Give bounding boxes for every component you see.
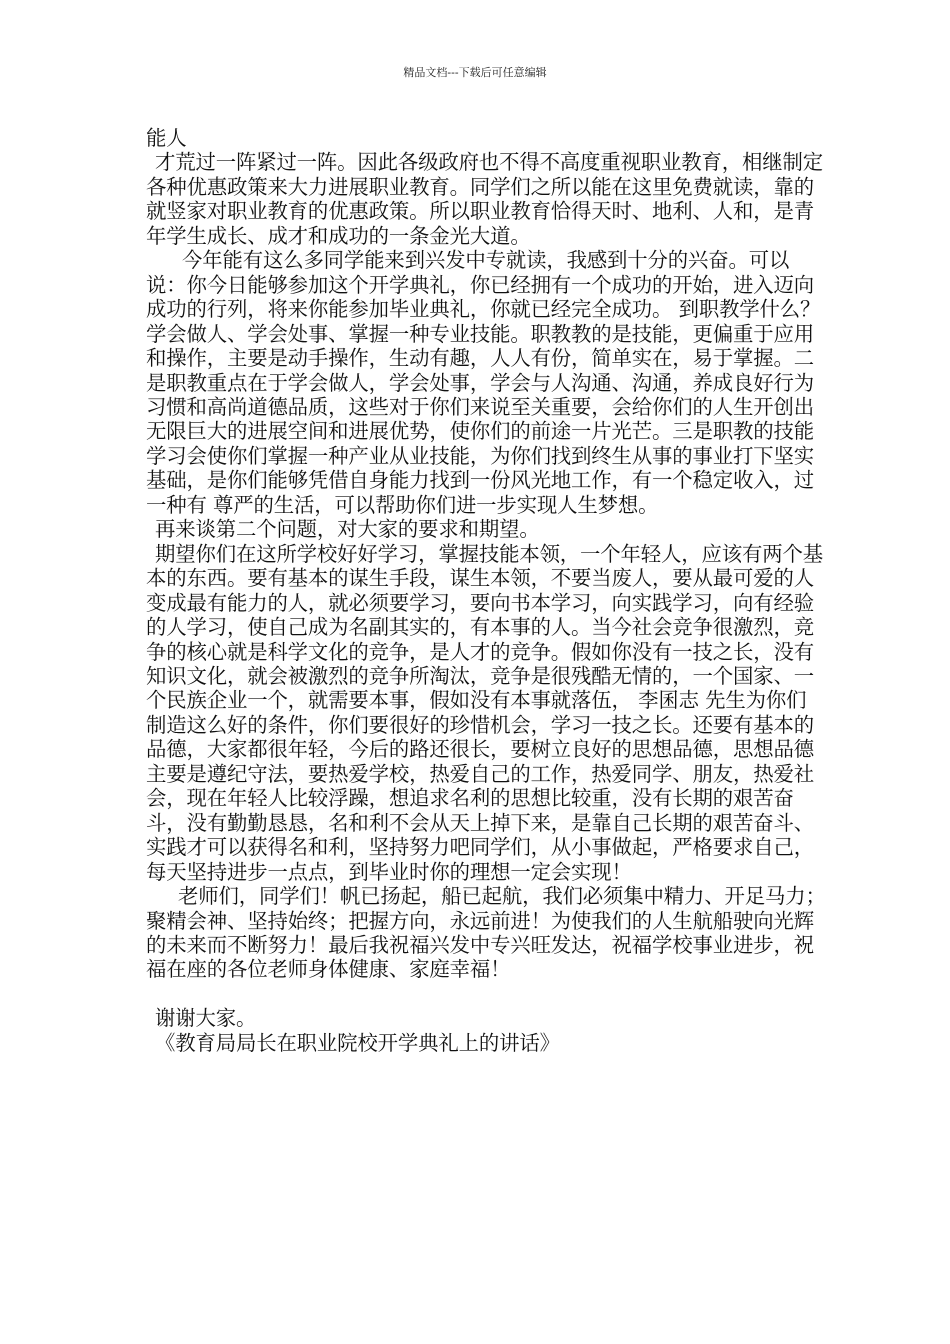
closing-thanks: 谢谢大家。 xyxy=(155,1006,257,1031)
paragraph-1: 能人 xyxy=(146,126,187,150)
document-body xyxy=(146,126,826,1055)
paragraph-5: 期望你们在这所学校好好学习，掌握技能本领，一个年轻人，应该有两个基本的东西。要有基本的谋生手段，谋生本领，不要当废人，要从最可爱的人变成最有能力的人，就必须要学习，要向书本学习，向实践学习，向有经验的人学习，使自己成为名副其实的，有本事的人。当今社会竞争很激烈，竞争的核心就是科学文化的竞争，是人才的竞争。假如你没有一技之长，没有知识文化，就会被激烈的竞争所淘汰，竞争是很残酷无情的，一个国家、一个民族企业一个，就需要本事，假如没有本事就落伍， 李囷志 先生为你们制造这么好的条件，你们要很好的珍惜机会，学习一技之长。还要有基本的品德，大家都很年轻，今后的路还很长，要树立良好的思想品德，思想品德主要是遵纪守法，要热爱学校，热爱自己的工作，热爱同学、朋友，热爱社会，现在年轻人比较浮躁，想追求名利的思想比较重，没有长期的艰苦奋斗，没有勤勤恳恳，名和利不会从天上掉下来，是靠自己长期的艰苦奋斗、实践才可以获得名和利，坚持努力吧同学们，从小事做起，严格要求自己，每天坚持进步一点点，到毕业时你的理想一定会实现！ xyxy=(146,541,823,884)
paragraph-2: 才荒过一阵紧过一阵。因此各级政府也不得不高度重视职业教育，相继制定各种优惠政策来大力进展职业教育。同学们之所以能在这里免费就读，靠的就竖家对职业教育的优惠政策。所以职业教育恰得天时、地利、人和，是青年学生成长、成才和成功的一条金光大道。 xyxy=(146,150,823,248)
paragraph-6: 老师们，同学们！帆已扬起，船已起航，我们必须集中精力、开足马力；聚精会神、坚持始终；把握方向，永远前进！为使我们的人生航船驶向光辉的未来而不断努力！最后我祝福兴发中专兴旺发达，祝福学校事业进步，祝福在座的各位老师身体健康、家庭幸福！ xyxy=(146,884,826,982)
paragraph-3: 今年能有这么多同学能来到兴发中专就读，我感到十分的兴奋。可以说：你今日能够参加这个开学典礼，你已经拥有一个成功的开始，进入迈向成功的行列，将来你能参加毕业典礼，你就已经完全成功。 到职教学什么？学会做人、学会处事、掌握一种专业技能。职教教的是技能，更偏重于应用和操作，主要是动手操作，生动有趣，人人有份，简单实在，易于掌握。二是职教重点在于学会做人，学会处事，学会与人沟通、沟通，养成良好行为习惯和高尚道德品质，这些对于你们来说至关重要，会给你们的人生开创出无限巨大的进展空间和进展优势，使你们的前途一片光芒。三是职教的技能学习会使你们掌握一种产业从业技能，为你们找到终生从事的事业打下坚实基础，是你们能够凭借自身能力找到一份风光地工作，有一个稳定收入，过一种有 尊严的生活，可以帮助你们进一步实现人生梦想。 xyxy=(146,248,821,517)
page-header: 精品文档---下载后可任意编辑 xyxy=(403,66,547,79)
paragraph-4: 再来谈第二个问题，对大家的要求和期望。 xyxy=(155,517,540,542)
document-title: 《教育局局长在职业院校开学典礼上的讲话》 xyxy=(155,1030,560,1055)
blank-line xyxy=(146,982,826,1006)
